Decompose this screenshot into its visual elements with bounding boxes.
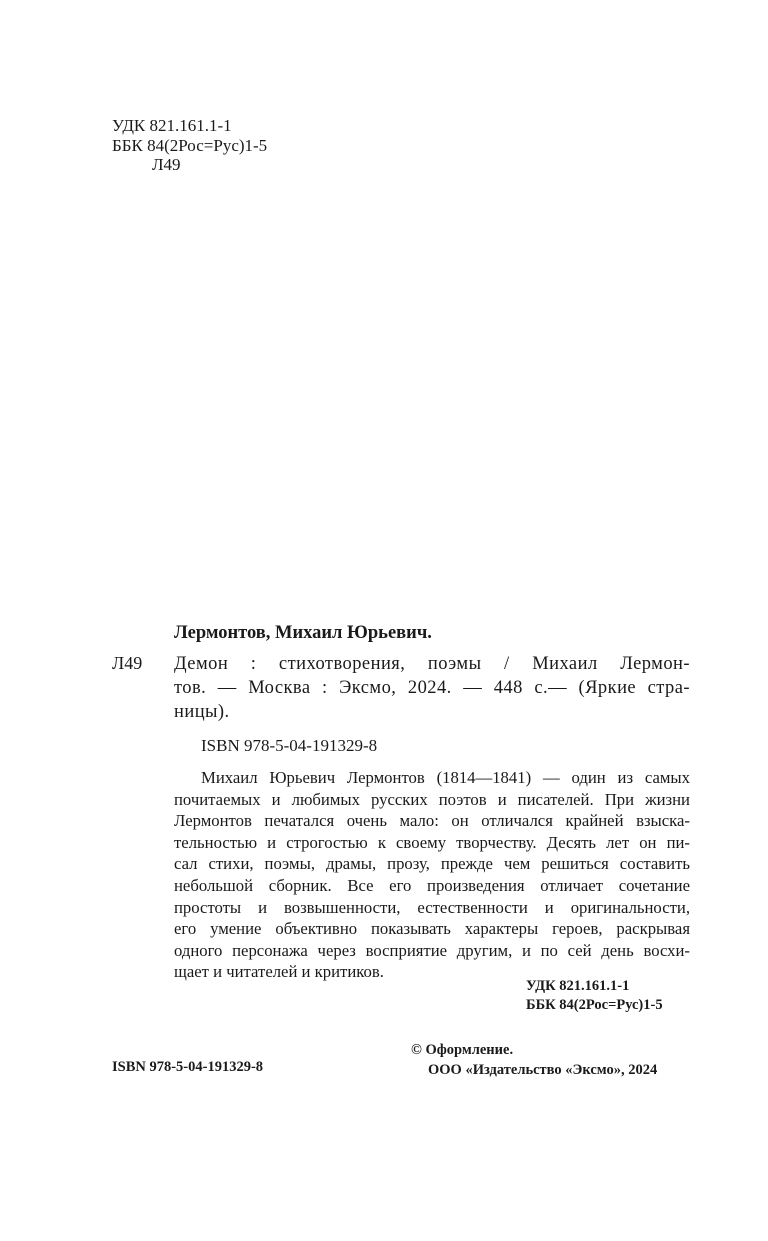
biblio-line: тов. — Москва : Эксмо, 2024. — 448 с.— (Яркие стра- — [174, 678, 690, 698]
copyright-line-design: © Оформление. — [411, 1042, 514, 1058]
annotation-line: простоты и возвышенности, естественности и оригинальности, — [174, 897, 690, 917]
annotation-line: его умение объективно показывать характеры героев, раскрывая — [174, 919, 690, 939]
entry-isbn: ISBN 978-5-04-191329-8 — [201, 736, 378, 755]
biblio-line: Демон : стихотворения, поэмы / Михаил Лермон- — [174, 654, 690, 674]
annotation-line: щает и читателей и критиков. — [174, 962, 384, 982]
bbk-code-bold: ББК 84(2Рос=Рус)1-5 — [526, 997, 663, 1013]
annotation-line: Михаил Юрьевич Лермонтов (1814—1841) — один из самых — [201, 768, 690, 787]
biblio-line: ницы). — [174, 702, 230, 722]
annotation-line: Лермонтов печатался очень мало: он отличался крайней взыска- — [174, 811, 690, 831]
annotation — [174, 767, 690, 983]
copyright-notice — [411, 1040, 657, 1080]
bottom-classification-codes — [526, 977, 663, 1015]
annotation-line: тельностью и строгостью к своему творчеству. Десять лет он пи- — [174, 832, 690, 852]
udk-code-bold: УДК 821.161.1-1 — [526, 978, 630, 994]
top-classification-codes — [112, 116, 267, 175]
udk-code: УДК 821.161.1-1 — [112, 116, 232, 135]
footer-isbn: ISBN 978-5-04-191329-8 — [112, 1059, 264, 1075]
bbk-code: ББК 84(2Рос=Рус)1-5 — [112, 135, 268, 155]
annotation-line: одного персонажа через восприятие другим, и по сей день восхи- — [174, 940, 690, 960]
annotation-line: почитаемых и любимых русских поэтов и писателей. При жизни — [174, 789, 690, 809]
entry-author-mark: Л49 — [112, 653, 143, 673]
copyright-line-publisher: ООО «Издательство «Эксмо», 2024 — [428, 1062, 658, 1078]
annotation-line: небольшой сборник. Все его произведения отличает сочетание — [174, 875, 690, 895]
annotation-line: сал стихи, поэмы, драмы, прозу, прежде чем решиться составить — [174, 854, 690, 874]
author-mark: Л49 — [152, 155, 181, 174]
bibliographic-description — [174, 652, 690, 724]
author-heading: Лермонтов, Михаил Юрьевич. — [174, 623, 432, 643]
